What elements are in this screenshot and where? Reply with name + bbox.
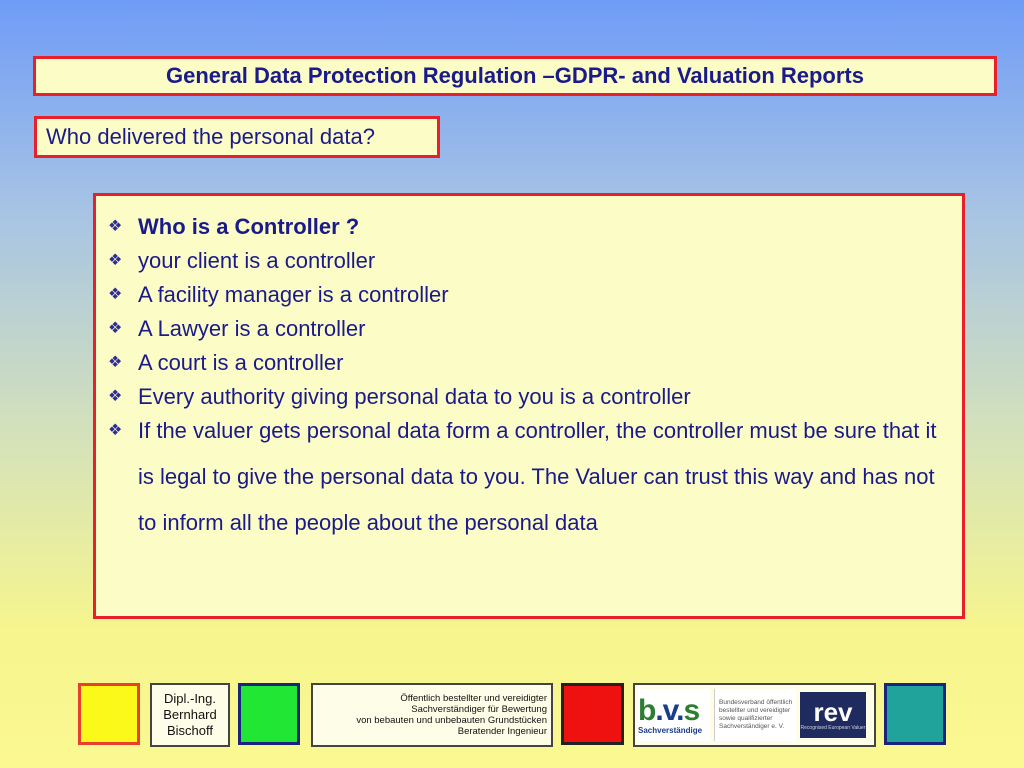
green-square (238, 683, 300, 745)
diamond-bullet-icon: ❖ (108, 388, 123, 405)
bullet-text: If the valuer gets personal data form a controller, the controller must be sure that it is legal to give the personal data to you. The Valuer can trust this way and has not to inform all the people about the personal data (138, 418, 937, 535)
cert-line: von bebauten und unbebauten Grundstücken (356, 715, 547, 726)
bvs-logo-mark: b.v.s (638, 693, 700, 727)
bvs-description: Bundesverband öffentlich bestellter und vereidigter sowie qualifizierter Sachverständiger e. V. (714, 689, 796, 741)
content-box (93, 193, 965, 619)
question-text: Who delivered the personal data? (46, 124, 375, 149)
cert-line: Sachverständiger für Bewertung (411, 704, 547, 715)
certification-box (311, 683, 553, 747)
bvs-logo (638, 689, 710, 741)
bullet-text: Who is a Controller ? (138, 214, 360, 239)
bvs-logo-subtitle: Sachverständige (638, 725, 703, 735)
author-last-name: Bischoff (166, 723, 213, 738)
cert-line: Beratender Ingenieur (457, 726, 547, 737)
logo-box (633, 683, 876, 747)
author-name-box (150, 683, 230, 747)
bullet-text: Every authority giving personal data to you is a controller (138, 384, 691, 409)
red-square (561, 683, 624, 745)
bullet-text: A Lawyer is a controller (138, 316, 366, 341)
rev-logo-subtitle: Recognised European Valuer (800, 725, 866, 731)
diamond-bullet-icon: ❖ (108, 286, 123, 303)
slide-title-text: General Data Protection Regulation –GDPR- and Valuation Reports (165, 63, 864, 88)
diamond-bullet-icon: ❖ (108, 422, 123, 439)
bullet-item (108, 408, 952, 546)
rev-logo (800, 692, 866, 738)
teal-square (884, 683, 946, 745)
author-first-name: Bernhard (163, 707, 217, 722)
question-box (34, 116, 440, 158)
slide-title (33, 56, 997, 96)
bullet-text: A facility manager is a controller (138, 282, 449, 307)
rev-logo-mark: rev (813, 697, 853, 727)
bullet-text: A court is a controller (138, 350, 344, 375)
diamond-bullet-icon: ❖ (108, 320, 123, 337)
bullet-list (108, 204, 952, 546)
diamond-bullet-icon: ❖ (108, 354, 123, 371)
yellow-square (78, 683, 140, 745)
author-title: Dipl.-Ing. (163, 691, 217, 706)
cert-line: Öffentlich bestellter und vereidigter (400, 693, 547, 704)
bullet-text: your client is a controller (138, 248, 376, 273)
diamond-bullet-icon: ❖ (108, 218, 123, 235)
diamond-bullet-icon: ❖ (108, 252, 123, 269)
